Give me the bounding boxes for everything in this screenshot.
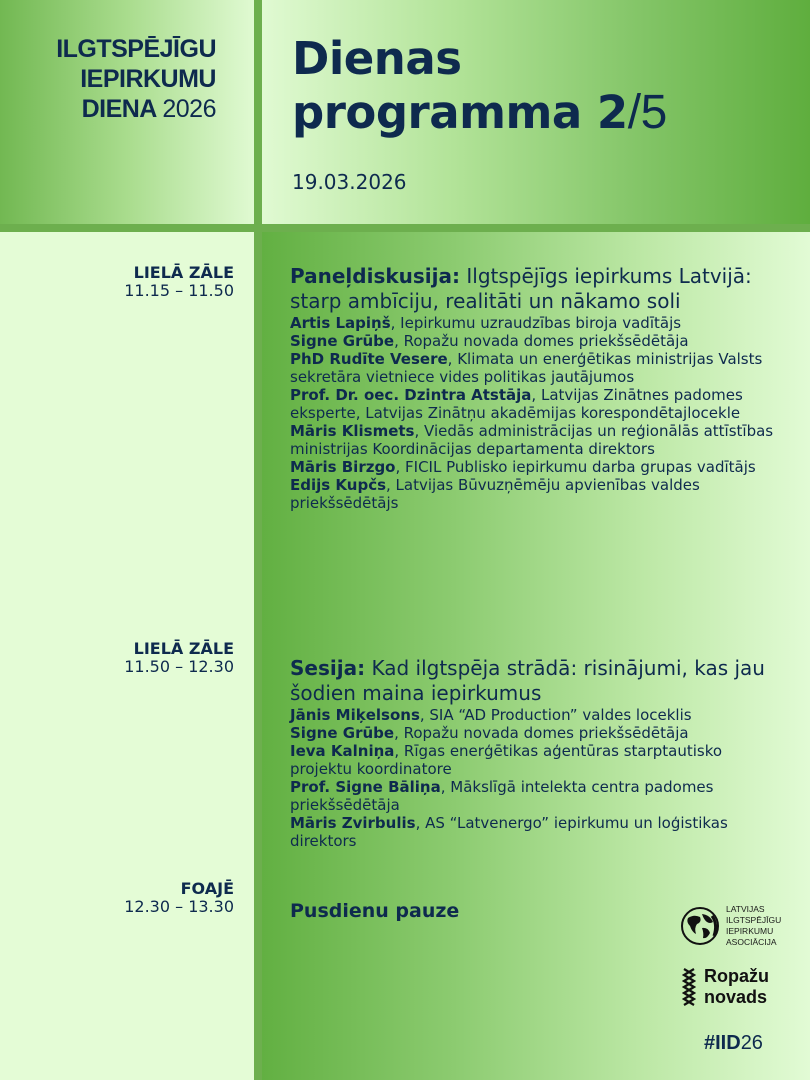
- speaker-role: , Mākslīgā intelekta centra padomes priekšsēdētāja: [290, 778, 714, 814]
- speaker-role: , FICIL Publisko iepirkumu darba grupas vadītājs: [395, 458, 756, 476]
- speaker-name: Māris Birzgo: [290, 458, 396, 476]
- speaker-role: , Latvijas Būvuzņēmēju apvienības valdes priekšsēdētājs: [290, 476, 700, 512]
- municipality-logo: [682, 966, 769, 1008]
- speaker-name: PhD Rudīte Vesere: [290, 350, 448, 368]
- association-line: LATVIJAS: [726, 904, 765, 914]
- speaker-name: Prof. Dr. oec. Dzintra Atstāja: [290, 386, 532, 404]
- schedule-times-column: [0, 232, 254, 1080]
- event-name-line2: IEPIRKUMU: [80, 65, 216, 93]
- speaker-name: Signe Grūbe: [290, 332, 395, 350]
- braid-emblem-icon: [682, 968, 696, 1006]
- speaker-role: , SIA “AD Production” valdes loceklis: [419, 706, 692, 724]
- page-total: 5: [640, 86, 667, 139]
- page-current: 2: [596, 86, 628, 139]
- speaker-name: Māris Zvirbulis: [290, 814, 416, 832]
- municipality-line1: Ropažu: [704, 966, 769, 986]
- speaker-name: Ieva Kalniņa: [290, 742, 395, 760]
- speaker-item: [290, 458, 780, 476]
- session-title: [290, 656, 780, 706]
- session-title: [290, 264, 780, 314]
- globe-icon: [680, 906, 720, 946]
- speaker-item: [290, 724, 780, 742]
- speaker-item: [290, 778, 780, 814]
- association-line: ASOCIĀCIJA: [726, 937, 777, 947]
- speaker-name: Māris Klismets: [290, 422, 415, 440]
- speaker-item: [290, 814, 780, 850]
- speaker-item: [290, 422, 780, 458]
- hashtag-light: 26: [740, 1032, 763, 1054]
- page-title-line2: [292, 86, 667, 140]
- association-name: [726, 904, 781, 948]
- speaker-item: [290, 706, 780, 724]
- event-name-diena: DIENA: [81, 95, 156, 123]
- schedule-sessions-column: [262, 232, 810, 1080]
- slot-3: [0, 880, 234, 916]
- page-title-line1: Dienas: [292, 32, 462, 85]
- page-title: [292, 32, 667, 140]
- speaker-item: [290, 742, 780, 778]
- session-title-text: Kad ilgtspēja strādā: risinājumi, kas jau šodien maina iepirkumus: [290, 656, 765, 705]
- slot-time: 11.50 – 12.30: [124, 657, 234, 676]
- event-branding-panel: [0, 0, 254, 224]
- speaker-role: , Viedās administrācijas un reģionālās attīstības ministrijas Koordinācijas departamenta direktors: [290, 422, 774, 458]
- speaker-item: [290, 332, 780, 350]
- speaker-name: Artis Lapiņš: [290, 314, 391, 332]
- slot-time: 12.30 – 13.30: [124, 897, 234, 916]
- speaker-name: Edijs Kupčs: [290, 476, 387, 494]
- speaker-name: Prof. Signe Bāliņa: [290, 778, 441, 796]
- event-name-line1: ILGTSPĒJĪGU: [56, 35, 216, 63]
- speaker-item: [290, 350, 780, 386]
- speaker-role: , Latvijas Zinātnes padomes eksperte, Latvijas Zinātņu akadēmijas korespondētajlocekle: [290, 386, 743, 422]
- page-title-word: programma: [292, 86, 582, 139]
- event-name-line3: [56, 94, 216, 124]
- slot-2: [0, 640, 234, 676]
- speaker-name: Jānis Miķelsons: [290, 706, 420, 724]
- speaker-list: [290, 314, 780, 512]
- lunch-break-title: Pusdienu pauze: [290, 900, 460, 922]
- municipality-line2: novads: [704, 987, 768, 1007]
- slot-1: [0, 264, 234, 300]
- event-hashtag: [704, 1032, 763, 1055]
- session-title-text: Ilgtspējīgs iepirkums Latvijā: starp ambīciju, realitāti un nākamo soli: [290, 264, 752, 313]
- page-date: 19.03.2026: [292, 170, 407, 194]
- municipality-name: [704, 966, 769, 1008]
- hashtag-bold: #IID: [704, 1032, 741, 1054]
- event-name: [56, 34, 216, 124]
- speaker-role: , Iepirkumu uzraudzības biroja vadītājs: [390, 314, 682, 332]
- association-line: IEPIRKUMU: [726, 926, 774, 936]
- session-sesija: [290, 656, 780, 850]
- slot-room: LIELĀ ZĀLE: [133, 263, 234, 282]
- speaker-role: , Rīgas enerģētikas aģentūras starptautisko projektu koordinatore: [290, 742, 723, 778]
- page-header-panel: [262, 0, 810, 224]
- speaker-item: [290, 476, 780, 512]
- slot-room: LIELĀ ZĀLE: [133, 639, 234, 658]
- session-type: Sesija:: [290, 656, 366, 680]
- association-line: ILGTSPĒJĪGU: [726, 915, 782, 925]
- speaker-item: [290, 314, 780, 332]
- speaker-role: , Ropažu novada domes priekšsēdētāja: [394, 332, 689, 350]
- association-logo: [680, 904, 781, 948]
- speaker-list: [290, 706, 780, 850]
- speaker-name: Signe Grūbe: [290, 724, 395, 742]
- speaker-role: , Klimata un enerģētikas ministrijas Valsts sekretāra vietniece vides politikas jautājumos: [290, 350, 763, 386]
- page-separator: /: [627, 86, 641, 139]
- event-year: 2026: [162, 95, 216, 123]
- session-type: Paneļdiskusija:: [290, 264, 460, 288]
- slot-time: 11.15 – 11.50: [124, 281, 234, 300]
- speaker-role: , AS “Latvenergo” iepirkumu un loģistikas direktors: [290, 814, 728, 850]
- speaker-role: , Ropažu novada domes priekšsēdētāja: [394, 724, 689, 742]
- speaker-item: [290, 386, 780, 422]
- slot-room: FOAJĒ: [180, 879, 234, 898]
- session-panel-discussion: [290, 264, 780, 512]
